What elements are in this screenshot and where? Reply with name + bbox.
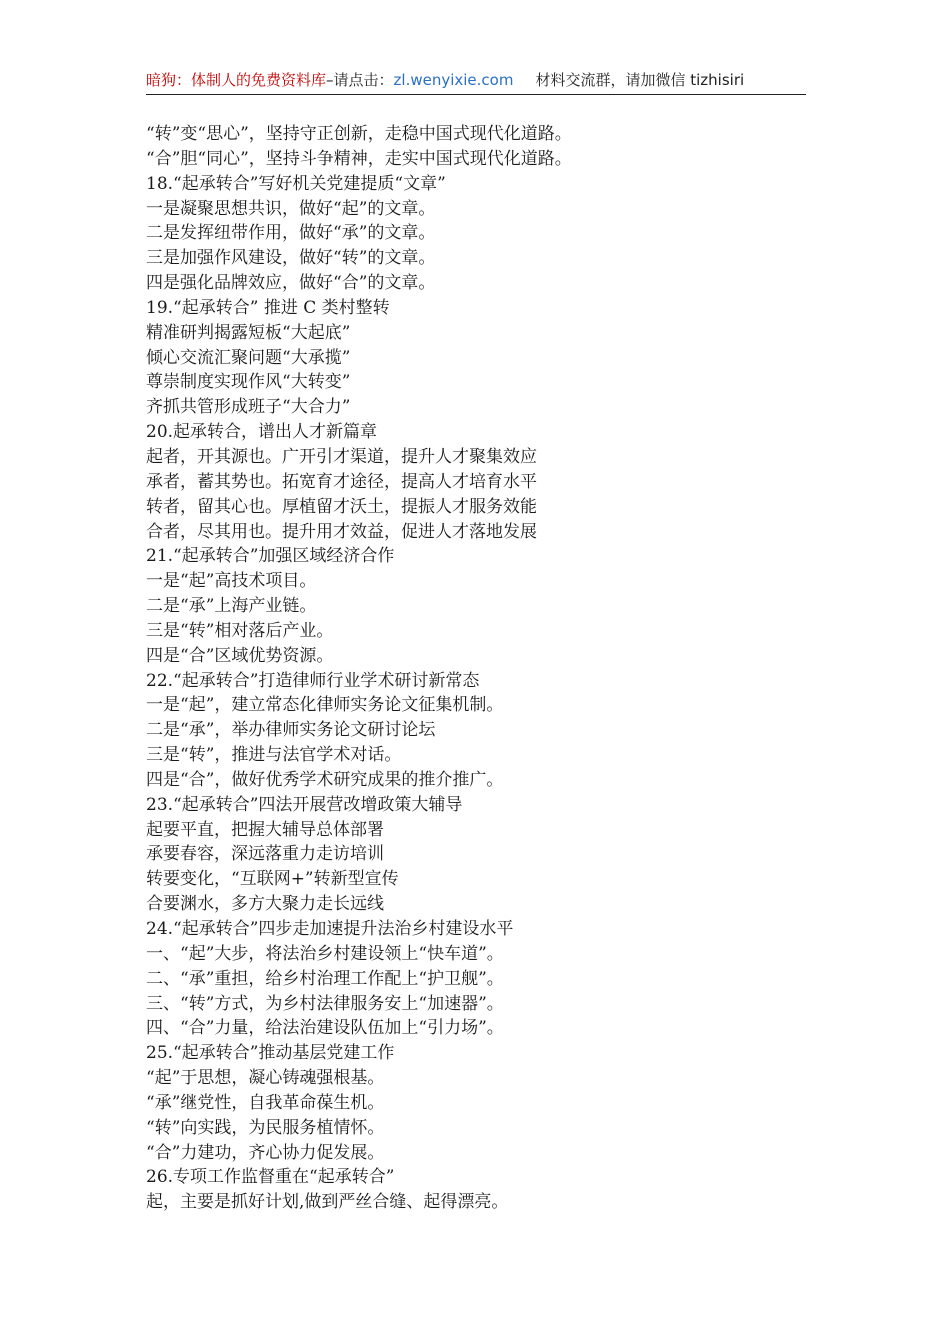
text-line: 19.“起承转合” 推进 C 类村整转: [146, 297, 390, 318]
text-line: 四是“合”，做好优秀学术研究成果的推介推广。: [146, 769, 504, 790]
header-brand: 暗狗：体制人的免费资料库: [146, 71, 327, 89]
document-body: [146, 122, 786, 1215]
text-line: 三是“转”，推进与法官学术对话。: [146, 745, 402, 766]
text-line: 二是“承”上海产业链。: [146, 596, 317, 617]
header-link-prefix: –请点击：: [326, 71, 394, 89]
text-line: 合要渊水，多方大聚力走长远线: [146, 894, 384, 915]
text-line: 四、“合”力量，给法治建设队伍加上“引力场”。: [146, 1018, 504, 1039]
text-line: 起要平直，把握大辅导总体部署: [146, 819, 384, 840]
text-line: 25.“起承转合”推动基层党建工作: [146, 1043, 395, 1064]
text-line: “合”胆“同心”，坚持斗争精神，走实中国式现代化道路。: [146, 148, 572, 169]
text-line: “起”于思想，凝心铸魂强根基。: [146, 1068, 385, 1089]
text-line: 尊崇制度实现作风“大转变”: [146, 372, 351, 393]
text-line: 20.起承转合，谱出人才新篇章: [146, 422, 378, 443]
text-line: 一是凝聚思想共识，做好“起”的文章。: [146, 198, 436, 219]
text-line: “合”力建功，齐心协力促发展。: [146, 1142, 385, 1163]
text-line: 21.“起承转合”加强区域经济合作: [146, 546, 395, 567]
text-line: 二是发挥纽带作用，做好“承”的文章。: [146, 223, 436, 244]
text-line: 三是“转”相对落后产业。: [146, 620, 334, 641]
text-line: 四是“合”区域优势资源。: [146, 645, 334, 666]
text-line: 三是加强作风建设，做好“转”的文章。: [146, 248, 436, 269]
header-url-link[interactable]: zl.wenyixie.com: [393, 71, 514, 89]
text-line: 18.“起承转合”写好机关党建提质“文章”: [146, 173, 446, 194]
text-line: 转者，留其心也。厚植留才沃土，提振人才服务效能: [146, 496, 537, 517]
text-line: 精准研判揭露短板“大起底”: [146, 322, 351, 343]
text-line: “转”变“思心”，坚持守正创新，走稳中国式现代化道路。: [146, 124, 572, 144]
page-header: [146, 70, 806, 95]
text-line: 26.专项工作监督重在“起承转合”: [146, 1167, 395, 1188]
text-line: 24.“起承转合”四步走加速提升法治乡村建设水平: [146, 919, 514, 939]
header-wechat-note: 材料交流群，请加微信 tizhisiri: [535, 71, 745, 89]
text-line: 三、“转”方式，为乡村法律服务安上“加速器”。: [146, 993, 504, 1014]
text-line: 22.“起承转合”打造律师行业学术研讨新常态: [146, 670, 480, 691]
text-line: 二、“承”重担，给乡村治理工作配上“护卫舰”。: [146, 968, 504, 989]
text-line: 合者，尽其用也。提升用才效益，促进人才落地发展: [146, 521, 537, 542]
text-line: 承者，蓄其势也。拓宽育才途径，提高人才培育水平: [146, 471, 537, 492]
text-line: 承要春容，深远落重力走访培训: [146, 844, 384, 865]
text-line: 起者，开其源也。广开引才渠道，提升人才聚集效应: [146, 446, 537, 467]
text-line: 齐抓共管形成班子“大合力”: [146, 397, 351, 418]
text-line: 四是强化品牌效应，做好“合”的文章。: [146, 273, 436, 294]
text-line: “承”继党性，自我革命葆生机。: [146, 1092, 385, 1113]
text-line: 转要变化，“互联网+”转新型宣传: [146, 869, 399, 890]
text-line: 倾心交流汇聚问题“大承揽”: [146, 347, 351, 368]
text-line: 一、“起”大步，将法治乡村建设领上“快车道”。: [146, 943, 504, 964]
text-line: 一是“起”高技术项目。: [146, 571, 317, 592]
text-line: 23.“起承转合”四法开展营改增政策大辅导: [146, 794, 463, 815]
text-line: 起，主要是抓好计划,做到严丝合缝、起得漂亮。: [146, 1192, 509, 1213]
text-line: 一是“起”，建立常态化律师实务论文征集机制。: [146, 695, 504, 716]
text-line: “转”向实践，为民服务植情怀。: [146, 1117, 385, 1138]
text-line: 二是“承”，举办律师实务论文研讨论坛: [146, 720, 436, 741]
